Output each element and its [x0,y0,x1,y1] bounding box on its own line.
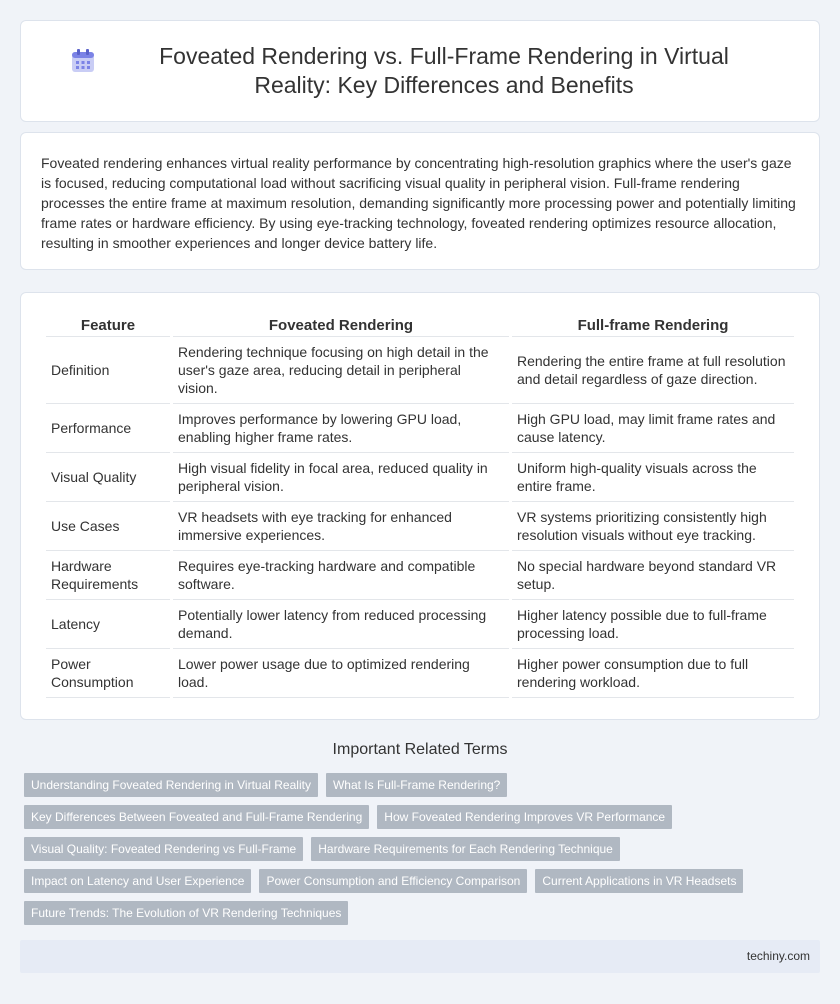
intro-card [20,132,820,270]
comparison-table-card [20,292,820,720]
related-term-tag[interactable]: Visual Quality: Foveated Rendering vs Full-Frame [24,837,303,861]
related-term-tag[interactable]: How Foveated Rendering Improves VR Performance [377,805,672,829]
tag-row [24,901,824,925]
footer-brand[interactable]: techiny.com [746,949,810,963]
comparison-table [43,315,797,698]
table-row [46,551,794,600]
table-cell-feature: Latency [46,600,170,649]
column-header-full-frame: Full-frame Rendering [512,315,794,337]
table-row [46,502,794,551]
table-cell-feature: Visual Quality [46,453,170,502]
table-cell-feature: Performance [46,404,170,453]
related-term-tag[interactable]: Hardware Requirements for Each Rendering Technique [311,837,620,861]
table-cell-feature: Definition [46,337,170,404]
table-row [46,600,794,649]
table-cell-full-frame: Uniform high-quality visuals across the entire frame. [512,453,794,502]
related-terms-tags [24,773,824,933]
table-row [46,337,794,404]
related-term-tag[interactable]: Current Applications in VR Headsets [535,869,743,893]
table-cell-foveated: High visual fidelity in focal area, reduced quality in peripheral vision. [173,453,509,502]
table-cell-full-frame: No special hardware beyond standard VR setup. [512,551,794,600]
table-cell-full-frame: Higher latency possible due to full-frame processing load. [512,600,794,649]
intro-paragraph: Foveated rendering enhances virtual reality performance by concentrating high-resolution graphics where the user's gaze is focused, reducing computational load without sacrificing visual quality in peripheral vision. Full-frame rendering processes the entire frame at maximum resolution, demanding significantly more processing power and potentially limiting frame rates or hardware efficiency. By using eye-tracking technology, foveated rendering optimizes resource allocation, resulting in smoother experiences and longer device battery life. [41,155,796,251]
table-cell-feature: Power Consumption [46,649,170,698]
table-row [46,404,794,453]
related-term-tag[interactable]: Power Consumption and Efficiency Comparison [259,869,527,893]
table-row [46,649,794,698]
tag-row [24,805,824,829]
title-wrap [70,42,770,100]
related-term-tag[interactable]: Key Differences Between Foveated and Full-Frame Rendering [24,805,369,829]
table-cell-foveated: Rendering technique focusing on high detail in the user's gaze area, reducing detail in peripheral vision. [173,337,509,404]
table-cell-full-frame: VR systems prioritizing consistently high resolution visuals without eye tracking. [512,502,794,551]
page-title: Foveated Rendering vs. Full-Frame Rendering in Virtual Reality: Key Differences and Benefits [159,43,729,98]
table-cell-foveated: Lower power usage due to optimized rendering load. [173,649,509,698]
table-header-row [46,315,794,337]
footer [20,940,820,973]
title-card [20,20,820,122]
calendar-icon [70,48,96,74]
tag-row [24,773,824,797]
related-term-tag[interactable]: Understanding Foveated Rendering in Virtual Reality [24,773,318,797]
table-cell-foveated: Improves performance by lowering GPU load, enabling higher frame rates. [173,404,509,453]
column-header-foveated: Foveated Rendering [173,315,509,337]
tag-row [24,837,824,861]
table-row [46,453,794,502]
related-term-tag[interactable]: Future Trends: The Evolution of VR Rendering Techniques [24,901,348,925]
table-cell-foveated: Requires eye-tracking hardware and compatible software. [173,551,509,600]
table-cell-feature: Use Cases [46,502,170,551]
related-term-tag[interactable]: Impact on Latency and User Experience [24,869,251,893]
table-cell-full-frame: High GPU load, may limit frame rates and cause latency. [512,404,794,453]
table-cell-foveated: VR headsets with eye tracking for enhanced immersive experiences. [173,502,509,551]
table-cell-full-frame: Rendering the entire frame at full resolution and detail regardless of gaze direction. [512,337,794,404]
table-cell-feature: Hardware Requirements [46,551,170,600]
column-header-feature: Feature [46,315,170,337]
tag-row [24,869,824,893]
related-terms-heading: Important Related Terms [332,741,508,758]
table-cell-foveated: Potentially lower latency from reduced processing demand. [173,600,509,649]
related-term-tag[interactable]: What Is Full-Frame Rendering? [326,773,507,797]
table-cell-full-frame: Higher power consumption due to full rendering workload. [512,649,794,698]
